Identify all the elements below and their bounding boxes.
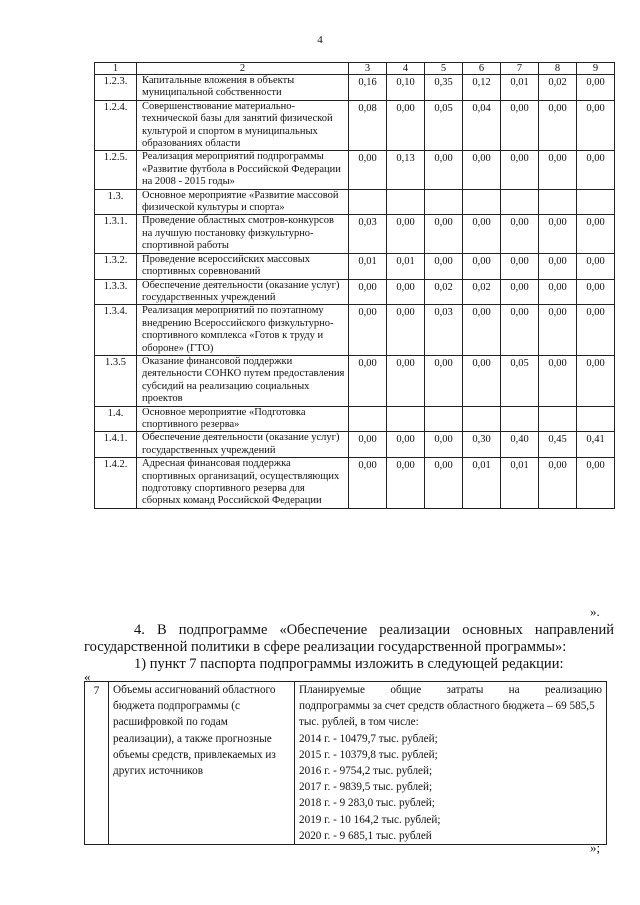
row-code: 1.2.4.: [95, 100, 137, 151]
row-code: 1.3.5: [95, 355, 137, 406]
value-cell: 0,10: [387, 75, 425, 101]
row-code: 1.2.5.: [95, 151, 137, 189]
value-cell: 0,01: [501, 75, 539, 101]
value-cell: 0,00: [349, 458, 387, 509]
row-code: 1.2.3.: [95, 75, 137, 101]
column-header: 4: [387, 63, 425, 75]
value-cell: [425, 189, 463, 215]
closing-quote: ».: [590, 604, 600, 619]
value-cell: 0,16: [349, 75, 387, 101]
value-cell: 0,41: [577, 432, 615, 458]
year-amount: 2020 г. - 9 685,1 тыс. рублей: [299, 829, 432, 842]
value-cell: 0,00: [501, 100, 539, 151]
row-name: Обеспечение деятельности (оказание услуг) государственных учреждений: [137, 279, 349, 305]
value-cell: 0,00: [387, 305, 425, 356]
value-cell: 0,00: [501, 279, 539, 305]
value-cell: 0,00: [349, 279, 387, 305]
value-cell: 0,00: [577, 75, 615, 101]
value-cell: 0,00: [387, 458, 425, 509]
value-cell: 0,00: [577, 458, 615, 509]
value-cell: [387, 189, 425, 215]
table-row: [95, 215, 615, 253]
row-code: 1.3.4.: [95, 305, 137, 356]
row-name: Основное мероприятие «Развитие массовой физической культуры и спорта»: [137, 189, 349, 215]
column-header: 2: [137, 63, 349, 75]
passport-label: Объемы ассигнований областного бюджета подпрограммы (с расшифровкой по годам реализации), а также прогнозные объемы средств, привлекаемых из других источников: [109, 682, 295, 845]
value-cell: 0,03: [349, 215, 387, 253]
column-header: 6: [463, 63, 501, 75]
value-cell: 0,00: [349, 151, 387, 189]
value-cell: 0,00: [387, 215, 425, 253]
table-row: [95, 151, 615, 189]
value-cell: 0,00: [425, 432, 463, 458]
year-amount: 2014 г. - 10479,7 тыс. рублей;: [299, 732, 438, 745]
value-cell: 0,00: [577, 355, 615, 406]
value-cell: 0,00: [387, 355, 425, 406]
value-cell: 0,00: [349, 355, 387, 406]
value-cell: 0,08: [349, 100, 387, 151]
passport-value: [295, 682, 607, 845]
table-row: [95, 189, 615, 215]
value-cell: 0,03: [425, 305, 463, 356]
value-cell: 0,01: [501, 458, 539, 509]
value-cell: [539, 406, 577, 432]
value-cell: 0,02: [425, 279, 463, 305]
value-cell: 0,00: [463, 355, 501, 406]
value-cell: 0,00: [577, 279, 615, 305]
value-cell: 0,00: [463, 151, 501, 189]
table-row: [95, 279, 615, 305]
value-cell: 0,02: [539, 75, 577, 101]
value-cell: [501, 406, 539, 432]
column-header: 1: [95, 63, 137, 75]
value-cell: 0,00: [539, 458, 577, 509]
page-number: 4: [317, 34, 323, 46]
value-cell: 0,00: [501, 151, 539, 189]
value-cell: 0,00: [463, 253, 501, 279]
value-cell: [349, 406, 387, 432]
row-name: Адресная финансовая поддержка спортивных организаций, осуществляющих подготовку спортивного резерва для сборных команд Российской Федерации: [137, 458, 349, 509]
column-header: 9: [577, 63, 615, 75]
value-cell: 0,01: [349, 253, 387, 279]
value-cell: [463, 406, 501, 432]
value-cell: [539, 189, 577, 215]
value-cell: 0,12: [463, 75, 501, 101]
paragraph-4: 4. В подпрограмме «Обеспечение реализации основных направлений государственной политики в сфере реализации государственной программы»:: [84, 622, 614, 655]
table-row: [95, 355, 615, 406]
passport-intro-rest: подпрограммы за счет средств областного бюджета – 69 585,5 тыс. рублей, в том числе:: [299, 700, 595, 729]
table-row: [95, 406, 615, 432]
value-cell: 0,00: [539, 279, 577, 305]
value-cell: 0,00: [539, 151, 577, 189]
value-cell: [425, 406, 463, 432]
value-cell: 0,00: [349, 305, 387, 356]
value-cell: 0,00: [577, 100, 615, 151]
row-name: Проведение всероссийских массовых спортивных соревнований: [137, 253, 349, 279]
value-cell: 0,00: [425, 458, 463, 509]
value-cell: 0,02: [463, 279, 501, 305]
table-row: [95, 253, 615, 279]
passport-item-number: 7: [85, 682, 109, 845]
value-cell: 0,00: [425, 215, 463, 253]
value-cell: 0,00: [577, 305, 615, 356]
table-header-row: [95, 63, 615, 75]
value-cell: [501, 189, 539, 215]
value-cell: 0,00: [387, 100, 425, 151]
value-cell: [463, 189, 501, 215]
opening-quote: «: [84, 669, 91, 684]
value-cell: 0,45: [539, 432, 577, 458]
row-code: 1.4.2.: [95, 458, 137, 509]
value-cell: [577, 189, 615, 215]
year-amount: 2015 г. - 10379,8 тыс. рублей;: [299, 748, 438, 761]
table-row: [95, 305, 615, 356]
row-code: 1.3.: [95, 189, 137, 215]
row-code: 1.3.3.: [95, 279, 137, 305]
column-header: 3: [349, 63, 387, 75]
value-cell: 0,00: [425, 253, 463, 279]
row-name: Основное мероприятие «Подготовка спортивного резерва»: [137, 406, 349, 432]
table-row: [95, 100, 615, 151]
row-name: Проведение областных смотров-конкурсов на лучшую постановку физкультурно-спортивной работы: [137, 215, 349, 253]
row-name: Совершенствование материально-технической базы для занятий физической культурой и спортом в муниципальных образованиях области: [137, 100, 349, 151]
value-cell: 0,00: [577, 151, 615, 189]
value-cell: 0,00: [387, 432, 425, 458]
row-name: Реализация мероприятий подпрограммы «Развитие футбола в Российской Федерации на 2008 - 2015 годы»: [137, 151, 349, 189]
table-row: [95, 458, 615, 509]
value-cell: 0,00: [501, 215, 539, 253]
value-cell: 0,00: [425, 355, 463, 406]
value-cell: 0,01: [463, 458, 501, 509]
year-amount: 2019 г. - 10 164,2 тыс. рублей;: [299, 813, 441, 826]
value-cell: 0,00: [425, 151, 463, 189]
row-name: Реализация мероприятий по поэтапному внедрению Всероссийского физкультурно-спортивного комплекса «Готов к труду и обороне» (ГТО): [137, 305, 349, 356]
column-header: 7: [501, 63, 539, 75]
row-code: 1.4.: [95, 406, 137, 432]
value-cell: 0,05: [425, 100, 463, 151]
value-cell: 0,40: [501, 432, 539, 458]
year-amount: 2018 г. - 9 283,0 тыс. рублей;: [299, 797, 435, 810]
row-name: Капитальные вложения в объекты муниципальной собственности: [137, 75, 349, 101]
value-cell: 0,00: [539, 355, 577, 406]
row-code: 1.3.2.: [95, 253, 137, 279]
end-quote: »;: [590, 840, 601, 855]
row-code: 1.4.1.: [95, 432, 137, 458]
value-cell: 0,00: [577, 253, 615, 279]
column-header: 8: [539, 63, 577, 75]
value-cell: 0,00: [349, 432, 387, 458]
value-cell: 0,00: [539, 305, 577, 356]
value-cell: 0,00: [577, 215, 615, 253]
value-cell: 0,00: [501, 253, 539, 279]
value-cell: [349, 189, 387, 215]
paragraph-4-1: 1) пункт 7 паспорта подпрограммы изложить в следующей редакции:: [134, 656, 564, 672]
passport-row: [85, 682, 607, 845]
value-cell: 0,00: [463, 215, 501, 253]
value-cell: 0,01: [387, 253, 425, 279]
table-row: [95, 75, 615, 101]
value-cell: 0,00: [539, 215, 577, 253]
value-cell: 0,00: [539, 100, 577, 151]
value-cell: 0,30: [463, 432, 501, 458]
row-name: Оказание финансовой поддержки деятельности СОНКО путем предоставления субсидий на реализацию социальных проектов: [137, 355, 349, 406]
years-list: [299, 731, 602, 844]
value-cell: 0,00: [539, 253, 577, 279]
value-cell: 0,00: [463, 305, 501, 356]
row-name: Обеспечение деятельности (оказание услуг) государственных учреждений: [137, 432, 349, 458]
value-cell: 0,35: [425, 75, 463, 101]
row-code: 1.3.1.: [95, 215, 137, 253]
value-cell: 0,05: [501, 355, 539, 406]
passport-intro-line: Планируемые общие затраты на реализацию: [299, 684, 602, 696]
value-cell: 0,04: [463, 100, 501, 151]
value-cell: 0,00: [501, 305, 539, 356]
value-cell: 0,00: [387, 279, 425, 305]
year-amount: 2016 г. - 9754,2 тыс. рублей;: [299, 765, 433, 778]
value-cell: [387, 406, 425, 432]
value-cell: [577, 406, 615, 432]
year-amount: 2017 г. - 9839,5 тыс. рублей;: [299, 781, 433, 794]
passport-table: [84, 681, 607, 845]
budget-table: [94, 62, 615, 509]
column-header: 5: [425, 63, 463, 75]
table-row: [95, 432, 615, 458]
value-cell: 0,13: [387, 151, 425, 189]
